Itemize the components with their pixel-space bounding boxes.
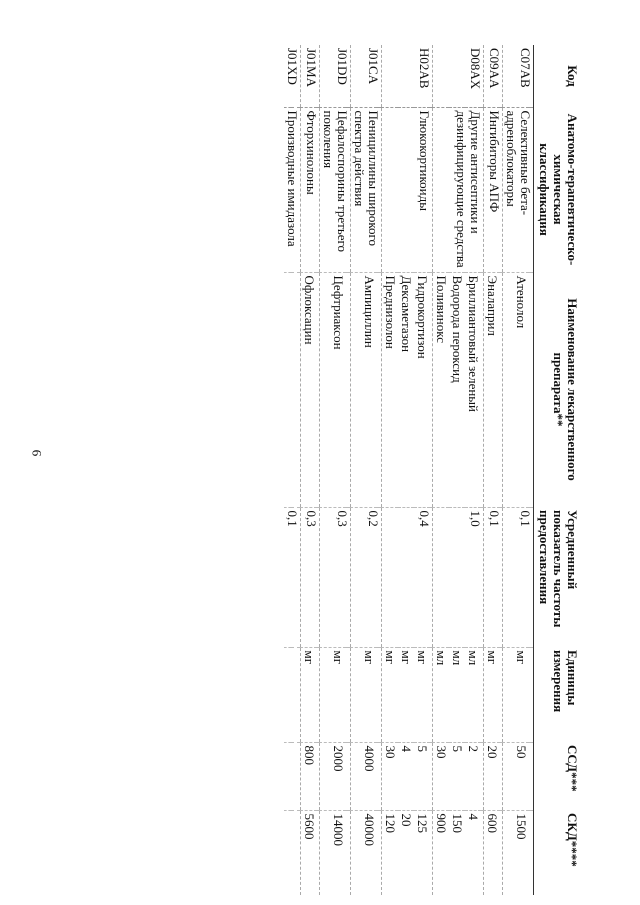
skd-value xyxy=(317,810,320,895)
atc-class: Глюкокортикоиды xyxy=(382,107,433,272)
header-ssd: ССД*** xyxy=(534,742,581,810)
header-unit: Единицы измерения xyxy=(534,647,581,742)
unit xyxy=(284,647,291,742)
ssd-value xyxy=(346,742,350,810)
frequency-value: 0,3 xyxy=(320,507,351,647)
ssd-value xyxy=(430,742,433,810)
atc-code: C07AB xyxy=(503,45,534,107)
atc-class: Пенициллины широкого спектра действия xyxy=(351,107,382,272)
drug-name xyxy=(500,272,503,507)
drug-name xyxy=(284,272,291,507)
unit: мг xyxy=(398,647,414,742)
frequency-value: 0,1 xyxy=(284,507,301,647)
unit xyxy=(291,647,300,742)
atc-code: J01XD xyxy=(284,45,301,107)
unit xyxy=(317,647,320,742)
table-row xyxy=(529,45,533,895)
skd-value: 40000 xyxy=(362,813,378,846)
atc-code: D08AX xyxy=(433,45,484,107)
unit xyxy=(430,647,433,742)
ssd-value: 30 xyxy=(382,742,399,810)
skd-value xyxy=(377,810,381,895)
table-row xyxy=(317,45,320,895)
frequency-value: 0,1 xyxy=(503,507,534,647)
drug-table xyxy=(284,45,580,895)
drug-name: Цефтриаксон xyxy=(320,272,347,507)
ssd-value: 2000 xyxy=(320,742,347,810)
ssd-value: 800 xyxy=(301,742,318,810)
table-row xyxy=(291,45,300,895)
drug-name xyxy=(346,272,350,507)
unit: мг xyxy=(301,647,318,742)
skd-value: 150 xyxy=(450,813,465,833)
unit: мг xyxy=(382,647,399,742)
frequency-value: 0,1 xyxy=(484,507,503,647)
unit: мл xyxy=(433,647,450,742)
atc-code: J01DD xyxy=(320,45,351,107)
drug-name xyxy=(481,272,484,507)
skd-value xyxy=(291,810,300,895)
drug-name xyxy=(529,272,533,507)
atc-code: J01MA xyxy=(301,45,320,107)
unit xyxy=(481,647,484,742)
frequency-value: 0,3 xyxy=(301,507,320,647)
skd-value: 120 xyxy=(383,813,398,833)
atc-code: J01CA xyxy=(351,45,382,107)
skd-value: 4 xyxy=(466,813,481,820)
unit: мг xyxy=(503,647,530,742)
skd-value xyxy=(481,810,484,895)
table-row xyxy=(430,45,433,895)
drug-name: Ампициллин xyxy=(351,272,378,507)
header-freq: Усредненный показатель частоты предоставления xyxy=(534,507,581,647)
ssd-value: 2 xyxy=(465,742,481,810)
skd-value: 900 xyxy=(434,813,449,833)
ssd-value xyxy=(481,742,484,810)
table-row xyxy=(377,45,381,895)
frequency-value: 0,4 xyxy=(382,507,433,647)
drug-name xyxy=(430,272,433,507)
unit xyxy=(346,647,350,742)
atc-class: Цефалоспорины третьего поколения xyxy=(320,107,351,272)
atc-class: Ингибиторы АПФ xyxy=(484,107,503,272)
skd-value xyxy=(430,810,433,895)
unit: мл xyxy=(465,647,481,742)
atc-code: C09AA xyxy=(484,45,503,107)
page-number: 9 xyxy=(29,449,44,457)
unit: мг xyxy=(414,647,430,742)
atc-class: Фторхинолоны xyxy=(301,107,320,272)
frequency-value: 1,0 xyxy=(433,507,484,647)
skd-value xyxy=(500,810,503,895)
skd-value xyxy=(529,810,533,895)
drug-name: Водорода пероксид xyxy=(449,272,465,507)
ssd-value: 50 xyxy=(503,742,530,810)
atc-class: Производные имидазола xyxy=(284,107,301,272)
atc-class: Другие антисептики и дезинфицирующие средства xyxy=(433,107,484,272)
ssd-value xyxy=(500,742,503,810)
unit: мг xyxy=(351,647,378,742)
unit: мг xyxy=(484,647,501,742)
unit xyxy=(377,647,381,742)
skd-value: 600 xyxy=(485,813,500,833)
ssd-value: 5 xyxy=(449,742,465,810)
ssd-value xyxy=(377,742,381,810)
skd-value: 5600 xyxy=(302,813,317,840)
header-skd: СКД**** xyxy=(534,810,581,895)
header-drug: Наименование лекарственного препарата** xyxy=(534,272,581,507)
drug-name: Дексаметазон xyxy=(398,272,414,507)
header-code: Код xyxy=(534,45,581,107)
skd-value: 1500 xyxy=(514,813,530,840)
unit: мг xyxy=(320,647,347,742)
table-row xyxy=(481,45,484,895)
ssd-value: 4000 xyxy=(351,742,378,810)
drug-name: Эналаприл xyxy=(484,272,501,507)
ssd-value xyxy=(529,742,533,810)
table-row xyxy=(346,45,350,895)
drug-name: Атенолол xyxy=(503,272,530,507)
drug-name: Бриллиантовый зеленый xyxy=(465,272,481,507)
ssd-value: 4 xyxy=(398,742,414,810)
ssd-value xyxy=(284,742,291,810)
drug-name: Офлоксацин xyxy=(301,272,318,507)
header-class: Анатомо-терапевтическо-химическая классификация xyxy=(534,107,581,272)
skd-value xyxy=(346,810,350,895)
ssd-value xyxy=(317,742,320,810)
unit xyxy=(529,647,533,742)
drug-name: Поливинокс xyxy=(433,272,450,507)
table-row xyxy=(500,45,503,895)
skd-value xyxy=(284,810,291,895)
atc-code: H02AB xyxy=(382,45,433,107)
unit: мл xyxy=(449,647,465,742)
drug-name xyxy=(377,272,381,507)
drug-name: Преднизолон xyxy=(382,272,399,507)
drug-name: Гидрокортизон xyxy=(414,272,430,507)
table-header-row xyxy=(534,45,581,895)
skd-value: 20 xyxy=(399,813,414,827)
ssd-value: 30 xyxy=(433,742,450,810)
table-body xyxy=(284,45,534,895)
skd-value: 14000 xyxy=(331,813,347,846)
skd-value: 125 xyxy=(415,813,430,833)
ssd-value: 20 xyxy=(484,742,501,810)
ssd-value xyxy=(291,742,300,810)
ssd-value: 5 xyxy=(414,742,430,810)
atc-class: Селективные бета-адреноблокаторы xyxy=(503,107,534,272)
rotated-table-container xyxy=(60,45,580,895)
frequency-value: 0,2 xyxy=(351,507,382,647)
unit xyxy=(500,647,503,742)
drug-name xyxy=(291,272,300,507)
drug-name xyxy=(317,272,320,507)
